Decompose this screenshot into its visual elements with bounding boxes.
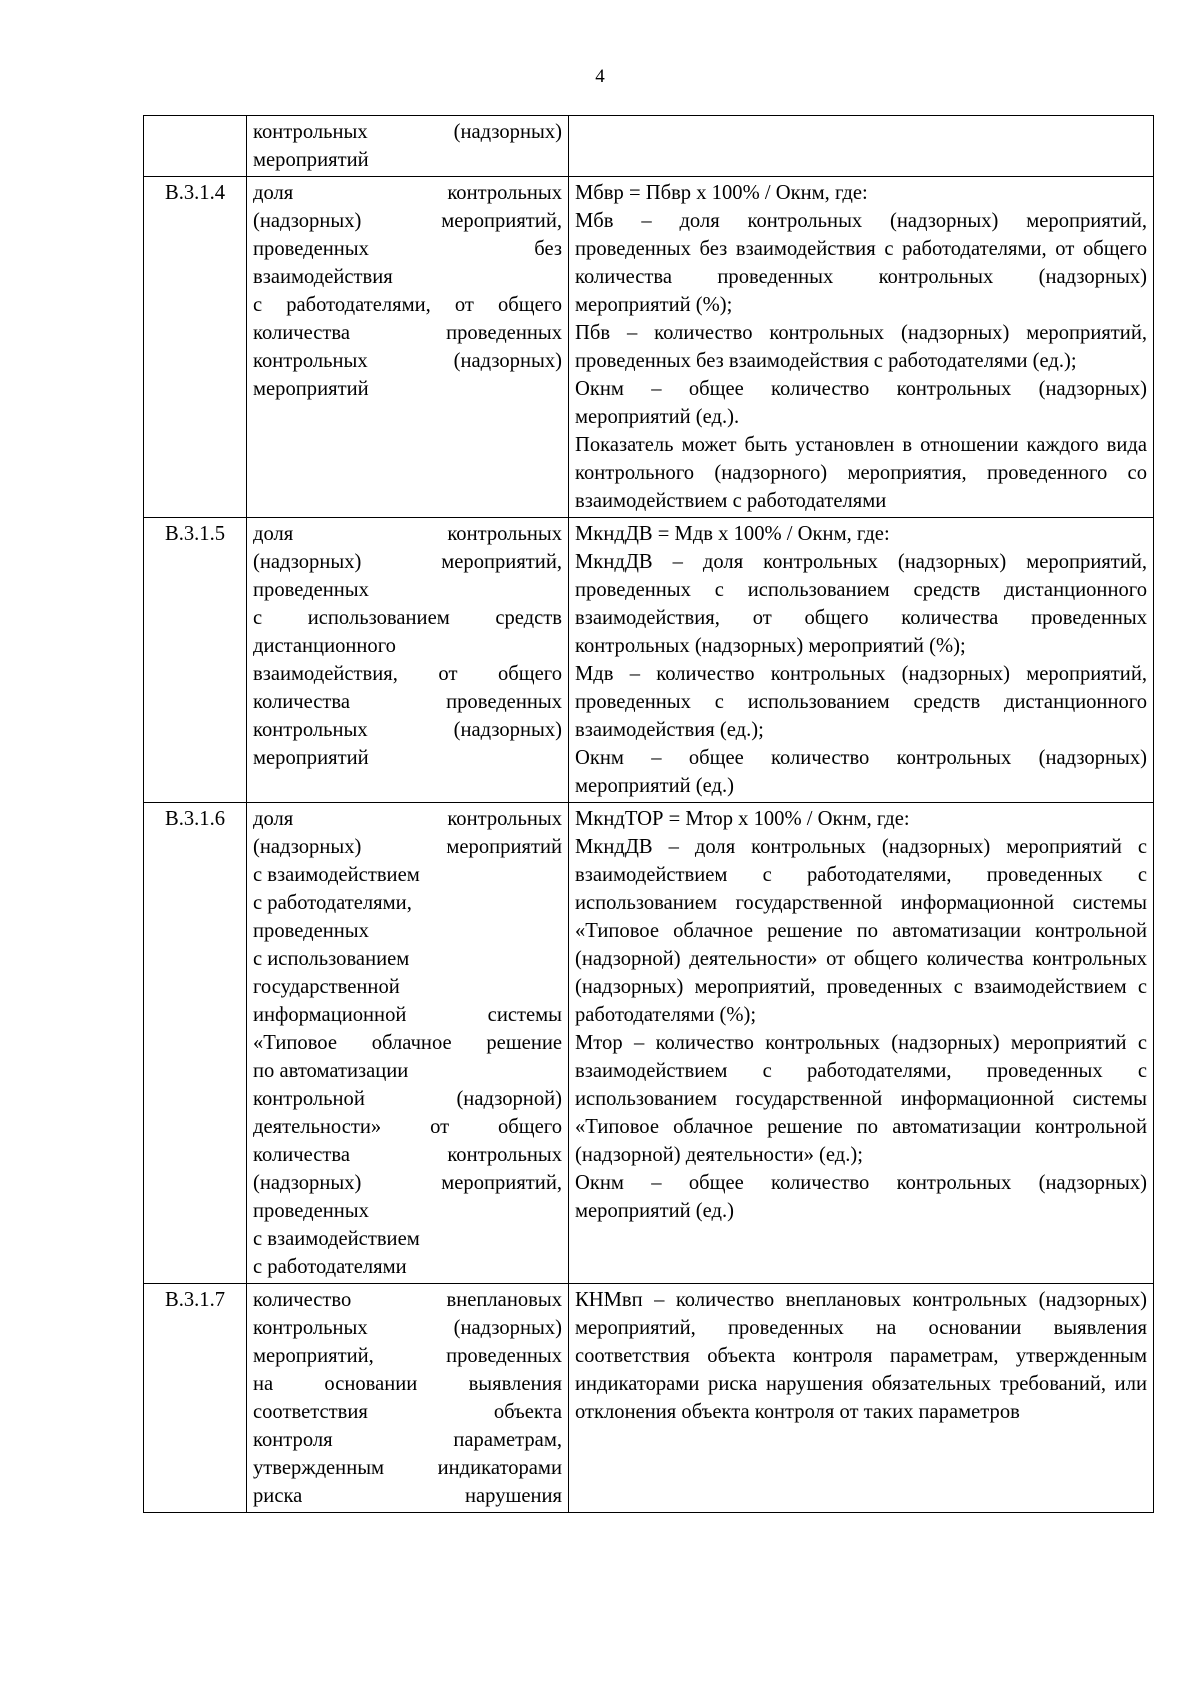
indicator-code: В.3.1.4 <box>144 177 247 518</box>
indicator-name-line: мероприятий <box>253 149 369 171</box>
table-row <box>144 1284 1154 1513</box>
indicator-name-line: проведенных <box>253 1200 369 1222</box>
indicator-name-line: контрольной (надзорной) <box>253 1088 562 1110</box>
indicator-name <box>247 803 569 1284</box>
formula-paragraph: МкндДВ – доля контрольных (надзорных) мероприятий, проведенных с использованием средств дистанционного взаимодействия, от общего количества проведенных контрольных (надзорных) мероприятий (%); <box>575 551 1147 657</box>
table-row <box>144 803 1154 1284</box>
formula-paragraph: Мбвр = Пбвр х 100% / Окнм, где: <box>575 182 868 204</box>
formula-paragraph: Окнм – общее количество контрольных (надзорных) мероприятий (ед.) <box>575 747 1147 797</box>
indicator-name-line: доля контрольных <box>253 182 562 204</box>
table-row <box>144 177 1154 518</box>
formula-paragraph: Показатель может быть установлен в отношении каждого вида контрольного (надзорного) мероприятия, проведенного со взаимодействием с работодателями <box>575 434 1147 512</box>
indicator-name-line: утвержденным индикаторами <box>253 1457 562 1479</box>
indicator-name-line: взаимодействия <box>253 266 393 288</box>
indicator-name-line: взаимодействия, от общего <box>253 663 562 685</box>
indicator-name-line: с взаимодействием <box>253 864 420 886</box>
indicator-name <box>247 518 569 803</box>
indicator-name <box>247 116 569 177</box>
indicator-name-line: дистанционного <box>253 635 396 657</box>
formula-paragraph: Мтор – количество контрольных (надзорных) мероприятий с взаимодействием с работодателями, проведенных с использованием государственной информационной системы «Типовое облачное решение по автоматизации контрольной (надзорной) деятельности» (ед.); <box>575 1032 1147 1166</box>
formula-paragraph: Мбв – доля контрольных (надзорных) мероприятий, проведенных без взаимодействия с работодателями, от общего количества проведенных контрольных (надзорных) мероприятий (%); <box>575 210 1147 316</box>
indicator-code: В.3.1.7 <box>144 1284 247 1513</box>
indicator-name-line: проведенных без <box>253 238 562 260</box>
indicator-formula <box>569 177 1154 518</box>
indicator-formula <box>569 803 1154 1284</box>
table-row <box>144 518 1154 803</box>
indicator-name-line: риска нарушения <box>253 1485 562 1507</box>
indicator-name-line: контрольных (надзорных) <box>253 719 562 741</box>
indicator-name-line: доля контрольных <box>253 808 562 830</box>
indicator-name-line: по автоматизации <box>253 1060 409 1082</box>
formula-paragraph: МкндДВ – доля контрольных (надзорных) мероприятий с взаимодействием с работодателями, проведенных с использованием государственной информационной системы «Типовое облачное решение по автоматизации контрольной (надзорной) деятельности» от общего количества контрольных (надзорных) мероприятий, проведенных с взаимодействием с работодателями (%); <box>575 836 1147 1026</box>
indicator-name-line: «Типовое облачное решение <box>253 1032 562 1054</box>
indicator-formula <box>569 116 1154 177</box>
formula-paragraph: МкндДВ = Мдв х 100% / Окнм, где: <box>575 523 890 545</box>
indicator-name-line: контрольных (надзорных) <box>253 350 562 372</box>
indicator-name-line: (надзорных) мероприятий <box>253 836 562 858</box>
indicators-table-body <box>144 116 1154 1513</box>
indicator-name-line: контроля параметрам, <box>253 1429 562 1451</box>
page-number: 4 <box>595 66 605 87</box>
indicator-name-line: с работодателями, от общего <box>253 294 562 316</box>
indicator-name-line: государственной <box>253 976 400 998</box>
indicator-name-line: контрольных (надзорных) <box>253 121 562 143</box>
indicator-name-line: проведенных <box>253 920 369 942</box>
indicator-name-line: количество внеплановых <box>253 1289 562 1311</box>
formula-paragraph: МкндТОР = Мтор х 100% / Окнм, где: <box>575 808 910 830</box>
indicator-name-line: количества проведенных <box>253 691 562 713</box>
formula-paragraph: Пбв – количество контрольных (надзорных) мероприятий, проведенных без взаимодействия с работодателями (ед.); <box>575 322 1147 372</box>
indicator-name-line: с использованием <box>253 948 410 970</box>
indicator-name-line: с взаимодействием <box>253 1228 420 1250</box>
indicator-name <box>247 1284 569 1513</box>
indicator-name-line: с работодателями <box>253 1256 407 1278</box>
indicator-name-line: соответствия объекта <box>253 1401 562 1423</box>
indicator-name-line: информационной системы <box>253 1004 562 1026</box>
indicator-name-line: доля контрольных <box>253 523 562 545</box>
indicator-name-line: (надзорных) мероприятий, <box>253 551 562 573</box>
indicator-formula <box>569 1284 1154 1513</box>
indicator-name-line: (надзорных) мероприятий, <box>253 1172 562 1194</box>
indicator-name-line: с работодателями, <box>253 892 412 914</box>
indicator-name-line: количества проведенных <box>253 322 562 344</box>
indicator-name-line: количества контрольных <box>253 1144 562 1166</box>
indicator-name-line: контрольных (надзорных) <box>253 1317 562 1339</box>
indicator-name-line: мероприятий <box>253 378 369 400</box>
formula-paragraph: Окнм – общее количество контрольных (надзорных) мероприятий (ед.) <box>575 1172 1147 1222</box>
indicator-name <box>247 177 569 518</box>
table-row <box>144 116 1154 177</box>
indicator-name-line: (надзорных) мероприятий, <box>253 210 562 232</box>
indicator-name-line: на основании выявления <box>253 1373 562 1395</box>
indicator-name-line: мероприятий <box>253 747 369 769</box>
indicator-code: В.3.1.5 <box>144 518 247 803</box>
indicator-name-line: проведенных <box>253 579 369 601</box>
indicator-name-line: деятельности» от общего <box>253 1116 562 1138</box>
indicator-code <box>144 116 247 177</box>
indicator-code: В.3.1.6 <box>144 803 247 1284</box>
formula-paragraph: КНМвп – количество внеплановых контрольных (надзорных) мероприятий, проведенных на основании выявления соответствия объекта контроля параметрам, утвержденным индикаторами риска нарушения обязательных требований, или отклонения объекта контроля от таких параметров <box>575 1289 1147 1423</box>
indicator-formula <box>569 518 1154 803</box>
indicator-name-line: мероприятий, проведенных <box>253 1345 562 1367</box>
indicators-table <box>143 115 1154 1513</box>
formula-paragraph: Окнм – общее количество контрольных (надзорных) мероприятий (ед.). <box>575 378 1147 428</box>
indicator-name-line: с использованием средств <box>253 607 562 629</box>
formula-paragraph: Мдв – количество контрольных (надзорных) мероприятий, проведенных с использованием средств дистанционного взаимодействия (ед.); <box>575 663 1147 741</box>
